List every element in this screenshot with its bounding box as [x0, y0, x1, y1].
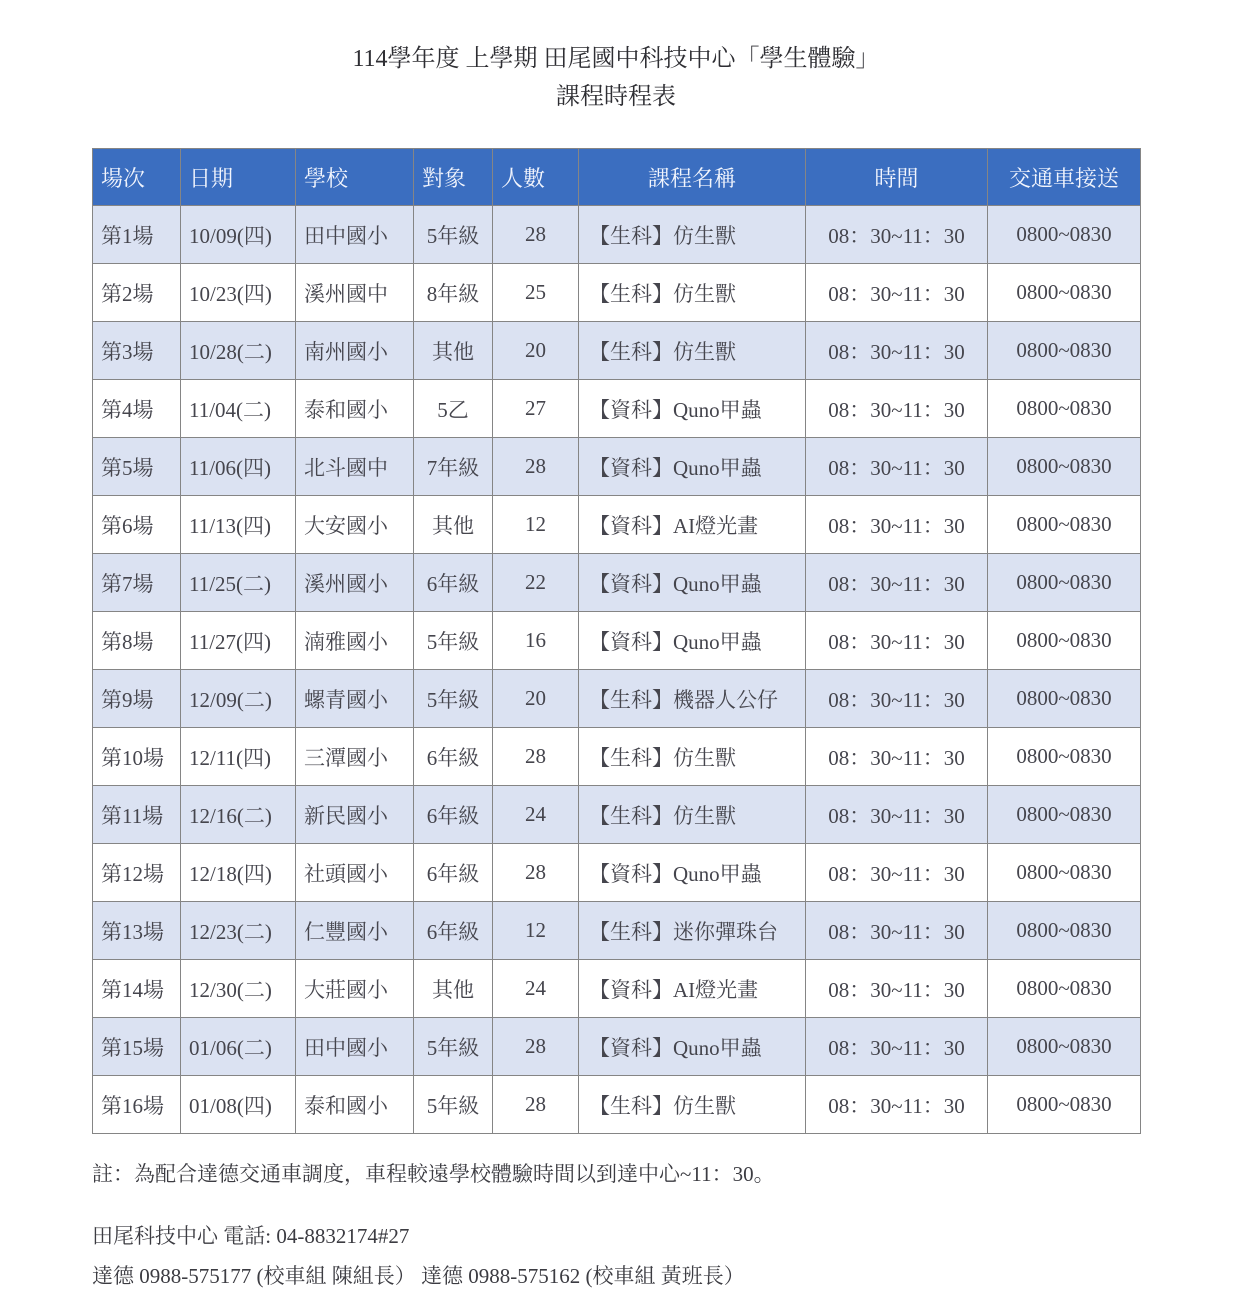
cell-shuttle: 0800~0830	[988, 960, 1141, 1018]
cell-target: 8年級	[414, 264, 493, 322]
page	[92, 0, 1140, 1290]
cell-school: 螺青國小	[296, 670, 414, 728]
cell-date: 11/04(二)	[181, 380, 296, 438]
cell-date: 10/23(四)	[181, 264, 296, 322]
cell-course: 【生科】仿生獸	[579, 728, 806, 786]
cell-course: 【資科】Quno甲蟲	[579, 380, 806, 438]
header-cell-target: 對象	[414, 149, 493, 206]
cell-time: 08：30~11：30	[806, 438, 988, 496]
cell-school: 泰和國小	[296, 1076, 414, 1134]
cell-session: 第15場	[93, 1018, 181, 1076]
schedule-table	[92, 148, 1141, 1134]
cell-shuttle: 0800~0830	[988, 264, 1141, 322]
cell-time: 08：30~11：30	[806, 670, 988, 728]
cell-count: 20	[493, 670, 579, 728]
page-title-line2: 課程時程表	[556, 84, 676, 110]
cell-time: 08：30~11：30	[806, 1018, 988, 1076]
table-row	[93, 612, 1141, 670]
table-row	[93, 380, 1141, 438]
cell-count: 22	[493, 554, 579, 612]
cell-date: 10/09(四)	[181, 206, 296, 264]
cell-shuttle: 0800~0830	[988, 380, 1141, 438]
cell-shuttle: 0800~0830	[988, 670, 1141, 728]
cell-shuttle: 0800~0830	[988, 844, 1141, 902]
cell-course: 【生科】仿生獸	[579, 786, 806, 844]
cell-shuttle: 0800~0830	[988, 902, 1141, 960]
cell-count: 28	[493, 1018, 579, 1076]
schedule-table-body	[93, 206, 1141, 1134]
cell-session: 第12場	[93, 844, 181, 902]
cell-shuttle: 0800~0830	[988, 1018, 1141, 1076]
cell-course: 【資科】AI燈光畫	[579, 496, 806, 554]
table-row	[93, 206, 1141, 264]
cell-school: 仁豐國小	[296, 902, 414, 960]
header-cell-session: 場次	[93, 149, 181, 206]
table-row	[93, 322, 1141, 380]
cell-course: 【資科】Quno甲蟲	[579, 438, 806, 496]
cell-course: 【生科】仿生獸	[579, 264, 806, 322]
cell-count: 28	[493, 206, 579, 264]
cell-shuttle: 0800~0830	[988, 728, 1141, 786]
table-row	[93, 1018, 1141, 1076]
cell-count: 25	[493, 264, 579, 322]
cell-target: 其他	[414, 322, 493, 380]
cell-target: 5年級	[414, 1076, 493, 1134]
cell-school: 三潭國小	[296, 728, 414, 786]
cell-session: 第9場	[93, 670, 181, 728]
cell-school: 溪州國中	[296, 264, 414, 322]
cell-target: 6年級	[414, 786, 493, 844]
cell-date: 10/28(二)	[181, 322, 296, 380]
contact-bus-phones: 達德 0988-575177 (校車組 陳組長） 達德 0988-575162 (校車組 黃班長）	[92, 1264, 745, 1288]
cell-course: 【生科】機器人公仔	[579, 670, 806, 728]
cell-count: 12	[493, 902, 579, 960]
cell-school: 田中國小	[296, 206, 414, 264]
cell-date: 11/27(四)	[181, 612, 296, 670]
header-cell-school: 學校	[296, 149, 414, 206]
table-row	[93, 496, 1141, 554]
cell-target: 7年級	[414, 438, 493, 496]
cell-target: 6年級	[414, 554, 493, 612]
cell-session: 第16場	[93, 1076, 181, 1134]
cell-target: 6年級	[414, 844, 493, 902]
cell-time: 08：30~11：30	[806, 380, 988, 438]
cell-time: 08：30~11：30	[806, 554, 988, 612]
cell-target: 5年級	[414, 1018, 493, 1076]
cell-date: 01/08(四)	[181, 1076, 296, 1134]
cell-time: 08：30~11：30	[806, 902, 988, 960]
table-row	[93, 554, 1141, 612]
cell-shuttle: 0800~0830	[988, 786, 1141, 844]
cell-school: 南州國小	[296, 322, 414, 380]
cell-date: 12/18(四)	[181, 844, 296, 902]
cell-course: 【生科】仿生獸	[579, 206, 806, 264]
page-title	[92, 40, 1140, 116]
cell-target: 5乙	[414, 380, 493, 438]
cell-time: 08：30~11：30	[806, 960, 988, 1018]
cell-time: 08：30~11：30	[806, 1076, 988, 1134]
cell-target: 5年級	[414, 670, 493, 728]
table-row	[93, 728, 1141, 786]
cell-course: 【資科】AI燈光畫	[579, 960, 806, 1018]
cell-date: 01/06(二)	[181, 1018, 296, 1076]
cell-session: 第4場	[93, 380, 181, 438]
cell-target: 5年級	[414, 612, 493, 670]
cell-session: 第14場	[93, 960, 181, 1018]
cell-school: 大莊國小	[296, 960, 414, 1018]
cell-date: 12/30(二)	[181, 960, 296, 1018]
cell-session: 第6場	[93, 496, 181, 554]
cell-count: 28	[493, 1076, 579, 1134]
cell-course: 【生科】迷你彈珠台	[579, 902, 806, 960]
page-title-line1: 114學年度 上學期 田尾國中科技中心「學生體驗」	[352, 46, 880, 72]
cell-date: 11/06(四)	[181, 438, 296, 496]
cell-shuttle: 0800~0830	[988, 612, 1141, 670]
cell-count: 28	[493, 438, 579, 496]
cell-school: 社頭國小	[296, 844, 414, 902]
cell-shuttle: 0800~0830	[988, 496, 1141, 554]
cell-target: 其他	[414, 496, 493, 554]
cell-shuttle: 0800~0830	[988, 322, 1141, 380]
header-cell-time: 時間	[806, 149, 988, 206]
cell-time: 08：30~11：30	[806, 844, 988, 902]
cell-session: 第7場	[93, 554, 181, 612]
cell-shuttle: 0800~0830	[988, 206, 1141, 264]
cell-date: 12/23(二)	[181, 902, 296, 960]
cell-date: 12/09(二)	[181, 670, 296, 728]
table-row	[93, 902, 1141, 960]
contact-center-phone: 田尾科技中心 電話: 04-8832174#27	[92, 1224, 410, 1248]
cell-time: 08：30~11：30	[806, 612, 988, 670]
cell-school: 田中國小	[296, 1018, 414, 1076]
cell-date: 11/13(四)	[181, 496, 296, 554]
cell-time: 08：30~11：30	[806, 786, 988, 844]
cell-session: 第8場	[93, 612, 181, 670]
cell-target: 6年級	[414, 728, 493, 786]
cell-course: 【資科】Quno甲蟲	[579, 554, 806, 612]
table-row	[93, 670, 1141, 728]
cell-course: 【資科】Quno甲蟲	[579, 612, 806, 670]
cell-count: 12	[493, 496, 579, 554]
cell-shuttle: 0800~0830	[988, 554, 1141, 612]
note-text: 註：為配合達德交通車調度，車程較遠學校體驗時間以到達中心~11：30。	[92, 1162, 775, 1186]
table-row	[93, 438, 1141, 496]
header-cell-count: 人數	[493, 149, 579, 206]
cell-course: 【資科】Quno甲蟲	[579, 844, 806, 902]
cell-course: 【生科】仿生獸	[579, 1076, 806, 1134]
cell-count: 16	[493, 612, 579, 670]
cell-session: 第3場	[93, 322, 181, 380]
cell-session: 第13場	[93, 902, 181, 960]
cell-school: 湳雅國小	[296, 612, 414, 670]
cell-time: 08：30~11：30	[806, 496, 988, 554]
cell-time: 08：30~11：30	[806, 322, 988, 380]
table-row	[93, 264, 1141, 322]
cell-course: 【資科】Quno甲蟲	[579, 1018, 806, 1076]
cell-session: 第11場	[93, 786, 181, 844]
cell-time: 08：30~11：30	[806, 728, 988, 786]
cell-count: 28	[493, 844, 579, 902]
cell-target: 其他	[414, 960, 493, 1018]
cell-date: 12/11(四)	[181, 728, 296, 786]
cell-date: 12/16(二)	[181, 786, 296, 844]
cell-count: 20	[493, 322, 579, 380]
cell-school: 大安國小	[296, 496, 414, 554]
cell-time: 08：30~11：30	[806, 206, 988, 264]
cell-school: 溪州國小	[296, 554, 414, 612]
cell-session: 第1場	[93, 206, 181, 264]
cell-target: 6年級	[414, 902, 493, 960]
cell-count: 24	[493, 960, 579, 1018]
cell-count: 28	[493, 728, 579, 786]
cell-count: 24	[493, 786, 579, 844]
cell-target: 5年級	[414, 206, 493, 264]
header-cell-date: 日期	[181, 149, 296, 206]
table-row	[93, 844, 1141, 902]
cell-school: 北斗國中	[296, 438, 414, 496]
cell-shuttle: 0800~0830	[988, 1076, 1141, 1134]
cell-course: 【生科】仿生獸	[579, 322, 806, 380]
cell-session: 第5場	[93, 438, 181, 496]
table-row	[93, 1076, 1141, 1134]
header-cell-shuttle: 交通車接送	[988, 149, 1141, 206]
cell-shuttle: 0800~0830	[988, 438, 1141, 496]
header-row	[93, 149, 1141, 206]
cell-time: 08：30~11：30	[806, 264, 988, 322]
cell-school: 泰和國小	[296, 380, 414, 438]
cell-school: 新民國小	[296, 786, 414, 844]
header-cell-course: 課程名稱	[579, 149, 806, 206]
cell-session: 第2場	[93, 264, 181, 322]
cell-date: 11/25(二)	[181, 554, 296, 612]
table-row	[93, 786, 1141, 844]
cell-session: 第10場	[93, 728, 181, 786]
cell-count: 27	[493, 380, 579, 438]
table-row	[93, 960, 1141, 1018]
